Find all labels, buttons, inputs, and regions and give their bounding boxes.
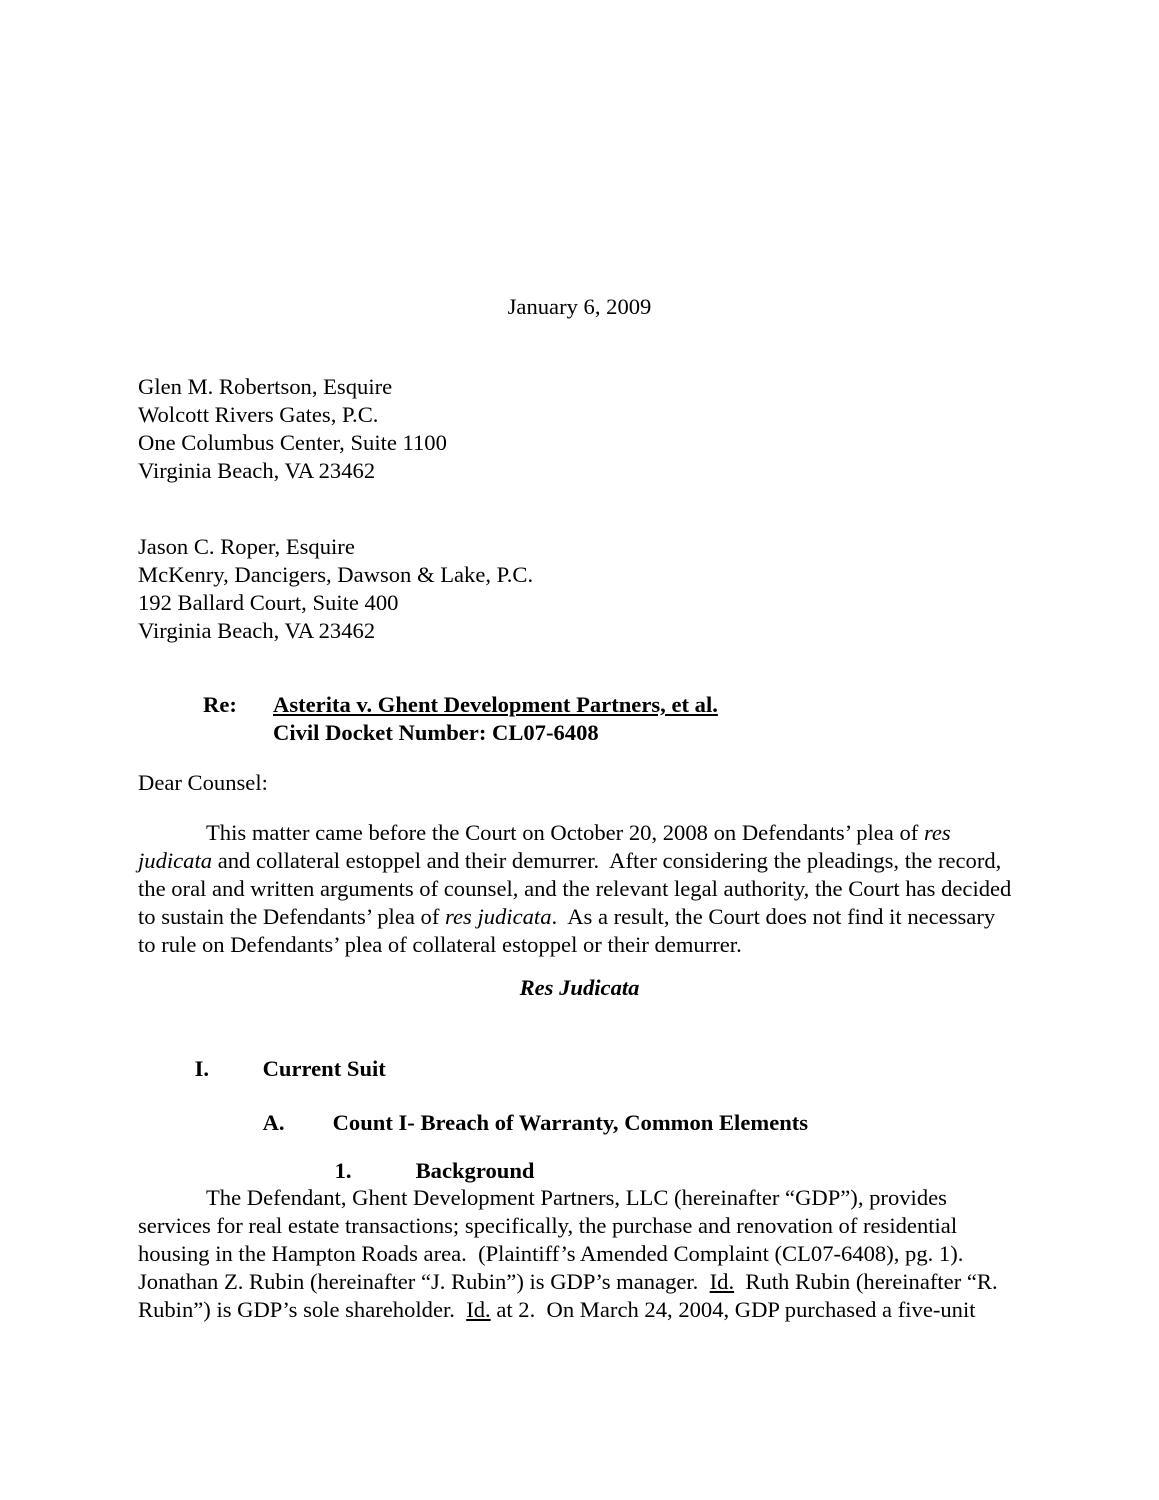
text-line: Glen M. Robertson, Esquire (138, 374, 393, 399)
text-run: services for real estate transactions; specifically, the purchase and renovation of residential (138, 1213, 958, 1238)
text-run: to sustain the Defendants’ plea of (138, 904, 446, 929)
text-run: Jonathan Z. Rubin (hereinafter “J. Rubin”) is GDP’s manager. (138, 1269, 710, 1294)
text-run: judicata (138, 848, 213, 873)
recipient-address-1 (138, 373, 447, 485)
paragraph-res-judicata-intro (138, 819, 1043, 959)
re-reference-lines (273, 691, 718, 747)
paragraph-background-facts (138, 1184, 1043, 1324)
text-line (138, 847, 1043, 875)
heading-label: Count I- Breach of Warranty, Common Elements (332, 1110, 809, 1135)
re-reference-block (203, 691, 718, 747)
text-line (138, 819, 1043, 847)
text-line: Jason C. Roper, Esquire (138, 534, 355, 559)
text-line (138, 1296, 1043, 1324)
text-run: housing in the Hampton Roads area. (Plaintiff’s Amended Complaint (CL07-6408), pg. 1). (138, 1241, 964, 1266)
text-line: Virginia Beach, VA 23462 (138, 458, 376, 483)
salutation: Dear Counsel: (138, 770, 268, 795)
text-run: The Defendant, Ghent Development Partners, LLC (hereinafter “GDP”), provides (206, 1185, 947, 1210)
text-run: res judicata (445, 904, 552, 929)
text-line (138, 1212, 1043, 1240)
text-run: res (923, 820, 951, 845)
heading-number: A. (262, 1110, 285, 1135)
text-line: McKenry, Dancigers, Dawson & Lake, P.C. (138, 562, 534, 587)
text-line: 192 Ballard Court, Suite 400 (138, 590, 399, 615)
text-run: and collateral estoppel and their demurrer. After considering the pleadings, the record, (212, 848, 1002, 873)
text-line (138, 875, 1043, 903)
text-line: Wolcott Rivers Gates, P.C. (138, 402, 379, 427)
heading-label: Current Suit (262, 1056, 386, 1081)
text-line: Virginia Beach, VA 23462 (138, 618, 376, 643)
re-case-name: Asterita v. Ghent Development Partners, et al. (273, 692, 718, 717)
text-line (138, 903, 1043, 931)
text-line (138, 931, 1043, 959)
text-line: One Columbus Center, Suite 1100 (138, 430, 447, 455)
section-heading-res-judicata: Res Judicata (519, 975, 640, 1000)
text-run: This matter came before the Court on October 20, 2008 on Defendants’ plea of (206, 820, 924, 845)
recipient-address-2 (138, 533, 533, 645)
letter-date: January 6, 2009 (507, 294, 652, 319)
re-label: Re: (203, 692, 237, 717)
text-run: Id. (466, 1297, 491, 1322)
re-docket-number: Civil Docket Number: CL07-6408 (273, 720, 599, 745)
text-run: . As a result, the Court does not find it necessary (551, 904, 996, 929)
heading-number: I. (194, 1056, 210, 1081)
text-line (138, 1240, 1043, 1268)
heading-number: 1. (334, 1158, 352, 1183)
text-run: at 2. On March 24, 2004, GDP purchased a five-unit (490, 1297, 976, 1322)
text-run: Rubin”) is GDP’s sole shareholder. (138, 1297, 467, 1322)
text-line (138, 1268, 1043, 1296)
text-run: Ruth Rubin (hereinafter “R. (734, 1269, 998, 1294)
text-run: Id. (709, 1269, 735, 1294)
heading-label: Background (415, 1158, 535, 1183)
text-run: the oral and written arguments of counsel, and the relevant legal authority, the Court has decided (138, 876, 1012, 901)
text-run: to rule on Defendants’ plea of collateral estoppel or their demurrer. (138, 932, 742, 957)
text-line (138, 1184, 1043, 1212)
